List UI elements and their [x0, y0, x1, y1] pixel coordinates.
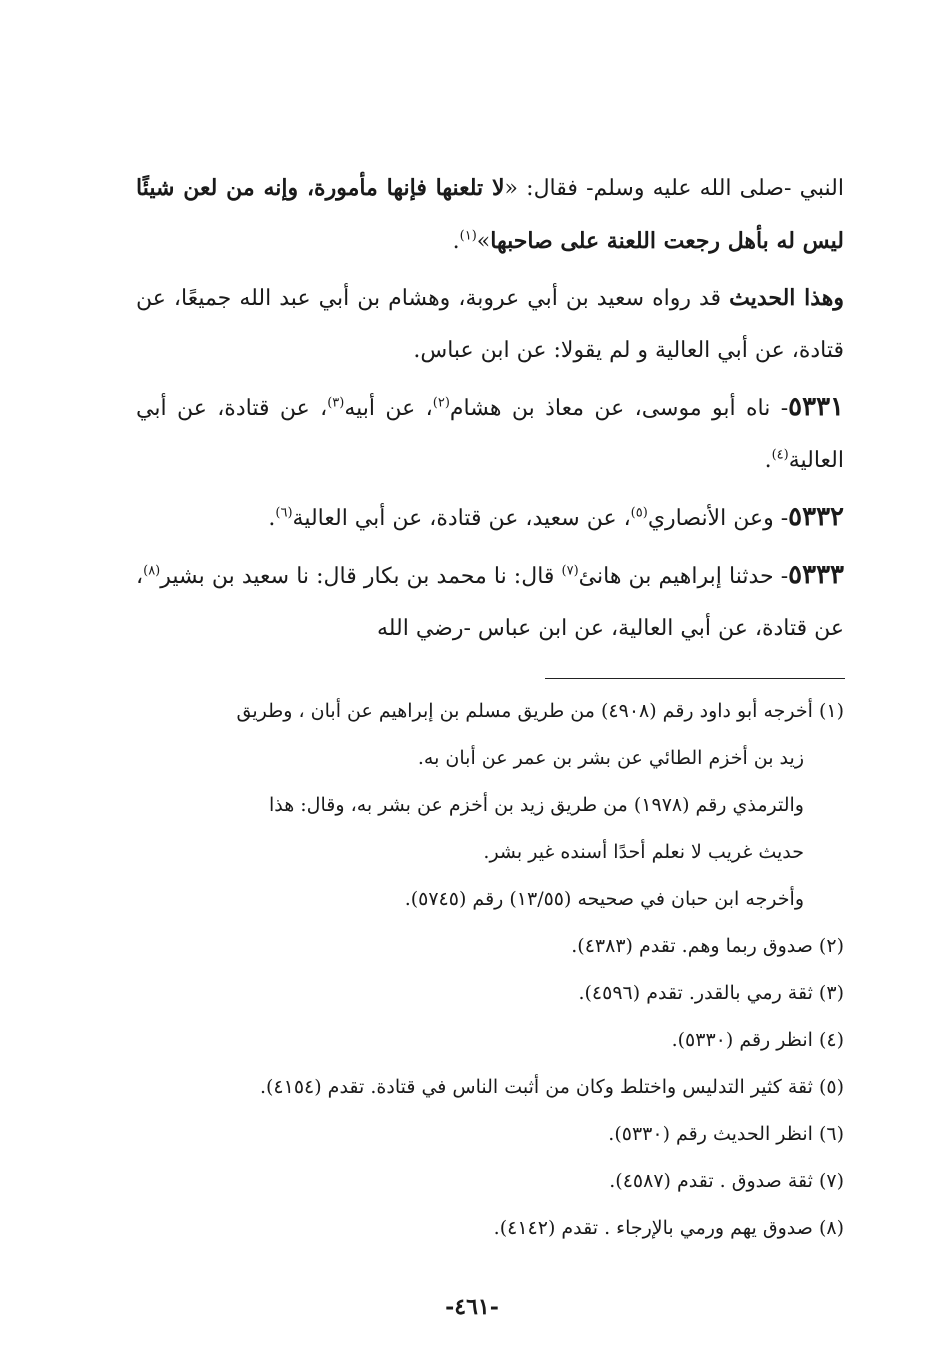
footnote-ref: (١): [459, 228, 477, 244]
text: ، عن قتادة، عن أبي العالية: [136, 396, 844, 473]
footnote-2: (٢) صدوق ربما وهم. تقدم (٤٣٨٣).: [571, 935, 844, 957]
footnote-1-continued: والترمذي رقم (١٩٧٨) من طريق زيد بن أخزم عن بشر به، وقال: هذا: [268, 794, 804, 816]
footnote-1-continued: وأخرجه ابن حبان في صحيحه (١٣/٥٥) رقم (٥٧٤٥).: [404, 888, 804, 910]
footnote-4: (٤) انظر رقم (٥٣٣٠).: [671, 1029, 844, 1051]
hadith-number: ٥٣٣١: [788, 392, 844, 422]
page-number: -٤٦١-: [445, 1294, 499, 1320]
text: ، عن أبيه: [344, 396, 433, 421]
footnote-8: (٨) صدوق يهم ورمي بالإرجاء . تقدم (٤١٤٢).: [493, 1217, 844, 1239]
text: قال: نا محمد بن بكار قال: نا سعيد بن بشير: [160, 564, 562, 589]
footnote-1-continued: زيد بن أخزم الطائي عن بشر بن عمر عن أبان به.: [417, 747, 804, 769]
text: .: [452, 229, 460, 254]
main-text: [136, 162, 844, 659]
footnote-ref: (٢): [432, 395, 450, 411]
footnote-1: (١) أخرجه أبو داود رقم (٤٩٠٨) من طريق مسلم بن إبراهيم عن أبان ، وطريق: [236, 700, 844, 722]
bold-quote: لا تلعنها فإنها مأمورة، وإنه من لعن شيئًا ليس له بأهل رجعت اللعنة على صاحبها: [136, 175, 844, 254]
footnote-6: (٦) انظر الحديث رقم (٥٣٣٠).: [608, 1123, 844, 1145]
footnotes: [136, 688, 844, 1252]
hadith-5332: [136, 491, 844, 545]
footnote-3: (٣) ثقة رمي بالقدر. تقدم (٤٥٩٦).: [578, 982, 844, 1004]
footnote-7: (٧) ثقة صدوق . تقدم (٤٥٨٧).: [609, 1170, 844, 1192]
text: - ناه أبو موسى، عن معاذ بن هشام: [449, 396, 789, 421]
footnote-1-continued: حديث غريب لا نعلم أحدًا أسنده غير بشر.: [483, 841, 804, 863]
footnote-divider: [545, 678, 845, 679]
footnote-ref: (٦): [275, 505, 293, 521]
paragraph-commentary: [136, 272, 844, 377]
hadith-number: ٥٣٣٣: [788, 560, 844, 590]
text: .: [764, 448, 772, 473]
footnote-ref: (٧): [561, 563, 579, 579]
paragraph-hadith-end: [136, 162, 844, 268]
footnote-ref: (٥): [630, 505, 648, 521]
footnote-ref: (٨): [143, 563, 161, 579]
footnote-ref: (٤): [771, 447, 789, 463]
hadith-5331: [136, 381, 844, 487]
text: النبي -صلى الله عليه وسلم- فقال: «: [504, 176, 845, 201]
text: ، عن سعيد، عن قتادة، عن أبي العالية: [292, 506, 631, 531]
text: »: [476, 229, 491, 254]
bold-lead: وهذا الحديث: [729, 285, 844, 311]
footnote-ref: (٣): [327, 395, 345, 411]
hadith-number: ٥٣٣٢: [788, 502, 844, 532]
text: - وعن الأنصاري: [647, 506, 789, 531]
text: قد رواه سعيد بن أبي عروبة، وهشام بن أبي عبد الله جميعًا، عن قتادة، عن أبي العالية و لم يقولا: عن ابن عباس.: [136, 286, 844, 363]
text: ، عن قتادة، عن أبي العالية، عن ابن عباس -رضي الله: [136, 564, 844, 641]
hadith-5333: [136, 549, 844, 655]
text: - حدثنا إبراهيم بن هانئ: [578, 564, 789, 589]
footnote-5: (٥) ثقة كثير التدليس واختلط وكان من أثبت الناس في قتادة. تقدم (٤١٥٤).: [259, 1076, 844, 1098]
text: .: [268, 506, 276, 531]
